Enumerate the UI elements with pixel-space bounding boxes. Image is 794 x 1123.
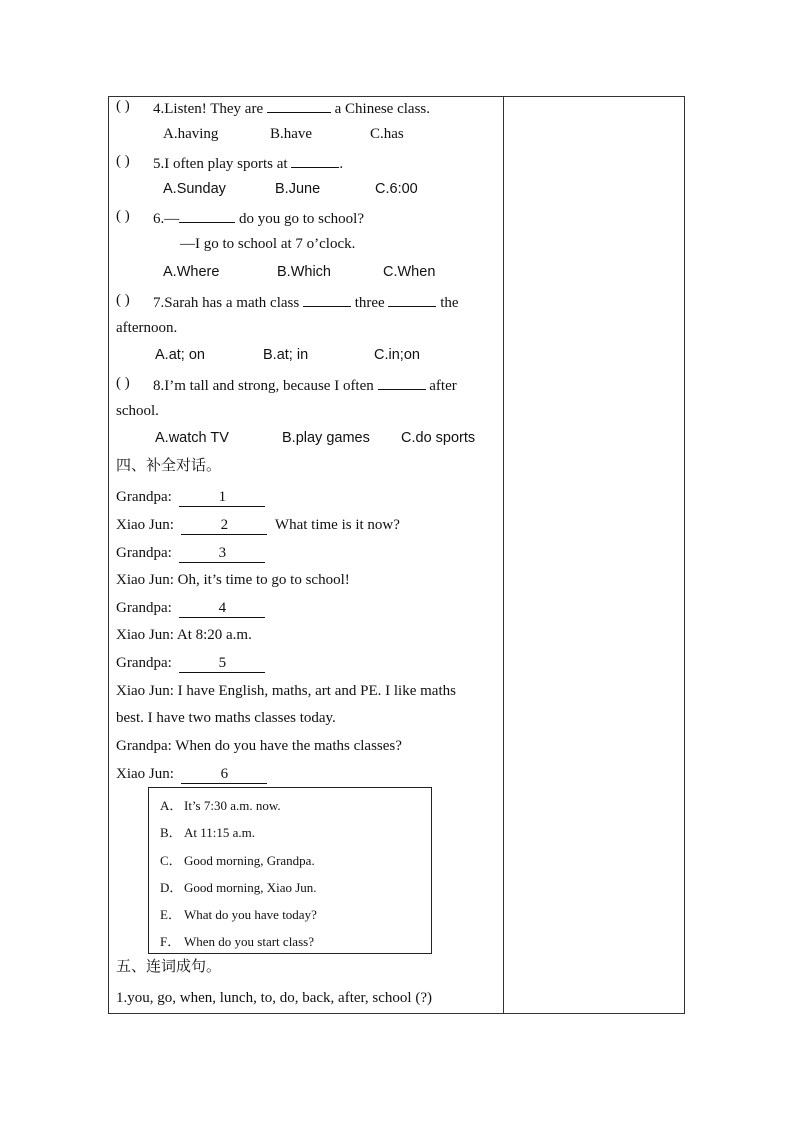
- q5-option-a[interactable]: A.Sunday: [163, 181, 226, 197]
- dialogue-blank-4[interactable]: 4: [179, 599, 265, 618]
- dialogue-line-3: Grandpa: 3: [116, 544, 265, 563]
- question-6: 6.— do you go to school?: [153, 208, 364, 228]
- question-7: 7.Sarah has a math class three the: [153, 292, 459, 312]
- q4-option-c[interactable]: C.has: [370, 126, 404, 142]
- dialogue-line-6: Xiao Jun: At 8:20 a.m.: [116, 627, 252, 643]
- answer-paren-6[interactable]: ( ): [116, 208, 130, 224]
- question-7-wrap: afternoon.: [116, 320, 178, 336]
- q8-option-a[interactable]: A.watch TV: [155, 430, 229, 446]
- q7-option-c[interactable]: C.in;on: [374, 347, 420, 363]
- blank-5[interactable]: [291, 153, 339, 168]
- q8-option-b[interactable]: B.play games: [282, 430, 370, 446]
- question-8-wrap: school.: [116, 403, 159, 419]
- dialogue-blank-3[interactable]: 3: [179, 544, 265, 563]
- box-option-a: A． It’s 7:30 a.m. now.: [160, 798, 281, 813]
- box-option-d: D． Good morning, Xiao Jun.: [160, 880, 317, 895]
- dialogue-line-9: Grandpa: When do you have the maths classes?: [116, 738, 402, 754]
- section-5-item-1: 1.you, go, when, lunch, to, do, back, after, school (?): [116, 990, 432, 1006]
- q8-option-c[interactable]: C.do sports: [401, 430, 476, 446]
- dialogue-line-4: Xiao Jun: Oh, it’s time to go to school!: [116, 572, 350, 588]
- dialogue-blank-2[interactable]: 2: [181, 516, 267, 535]
- dialogue-line-2: Xiao Jun: 2 What time is it now?: [116, 517, 400, 533]
- table-column-divider: [503, 96, 504, 1014]
- answer-paren-8[interactable]: ( ): [116, 375, 130, 391]
- dialogue-line-7: Grandpa: 5: [116, 654, 265, 673]
- section-5-title: 五、连词成句。: [116, 959, 222, 975]
- q6-option-a[interactable]: A.Where: [163, 264, 220, 280]
- blank-7b[interactable]: [388, 292, 436, 307]
- box-option-c: C． Good morning, Grandpa.: [160, 853, 315, 868]
- blank-4[interactable]: [267, 98, 331, 113]
- question-5: 5.I often play sports at .: [153, 153, 343, 173]
- q4-option-b[interactable]: B.have: [270, 126, 313, 142]
- q7-option-b[interactable]: B.at; in: [263, 347, 309, 363]
- blank-7a[interactable]: [303, 292, 351, 307]
- question-4: 4.Listen! They are a Chinese class.: [153, 98, 430, 118]
- dialogue-line-8: Xiao Jun: I have English, maths, art and PE. I like maths: [116, 683, 456, 699]
- q5-option-c[interactable]: C.6:00: [375, 181, 418, 197]
- dialogue-line-5: Grandpa: 4: [116, 599, 265, 618]
- q4-option-a[interactable]: A.having: [163, 126, 219, 142]
- box-option-f: F． When do you start class?: [160, 934, 314, 949]
- q6-option-b[interactable]: B.Which: [277, 264, 331, 280]
- dialogue-blank-1[interactable]: 1: [179, 488, 265, 507]
- dialogue-line-1: Grandpa: 1: [116, 488, 265, 507]
- answer-paren-5[interactable]: ( ): [116, 153, 130, 169]
- answer-paren-4[interactable]: ( ): [116, 98, 130, 114]
- q6-option-c[interactable]: C.When: [383, 264, 436, 280]
- blank-8[interactable]: [378, 375, 426, 390]
- dialogue-line-10: Xiao Jun: 6: [116, 765, 267, 784]
- box-option-e: E． What do you have today?: [160, 907, 317, 922]
- blank-6[interactable]: [179, 208, 235, 223]
- section-4-title: 四、补全对话。: [116, 458, 222, 474]
- q5-option-b[interactable]: B.June: [275, 181, 321, 197]
- q6-answer-line: —I go to school at 7 o’clock.: [180, 236, 356, 252]
- question-8: 8.I’m tall and strong, because I often after: [153, 375, 457, 395]
- dialogue-blank-5[interactable]: 5: [179, 654, 265, 673]
- box-option-b: B． At 11:15 a.m.: [160, 825, 256, 840]
- dialogue-blank-6[interactable]: 6: [181, 765, 267, 784]
- q7-option-a[interactable]: A.at; on: [155, 347, 205, 363]
- dialogue-line-8-wrap: best. I have two maths classes today.: [116, 710, 336, 726]
- answer-paren-7[interactable]: ( ): [116, 292, 130, 308]
